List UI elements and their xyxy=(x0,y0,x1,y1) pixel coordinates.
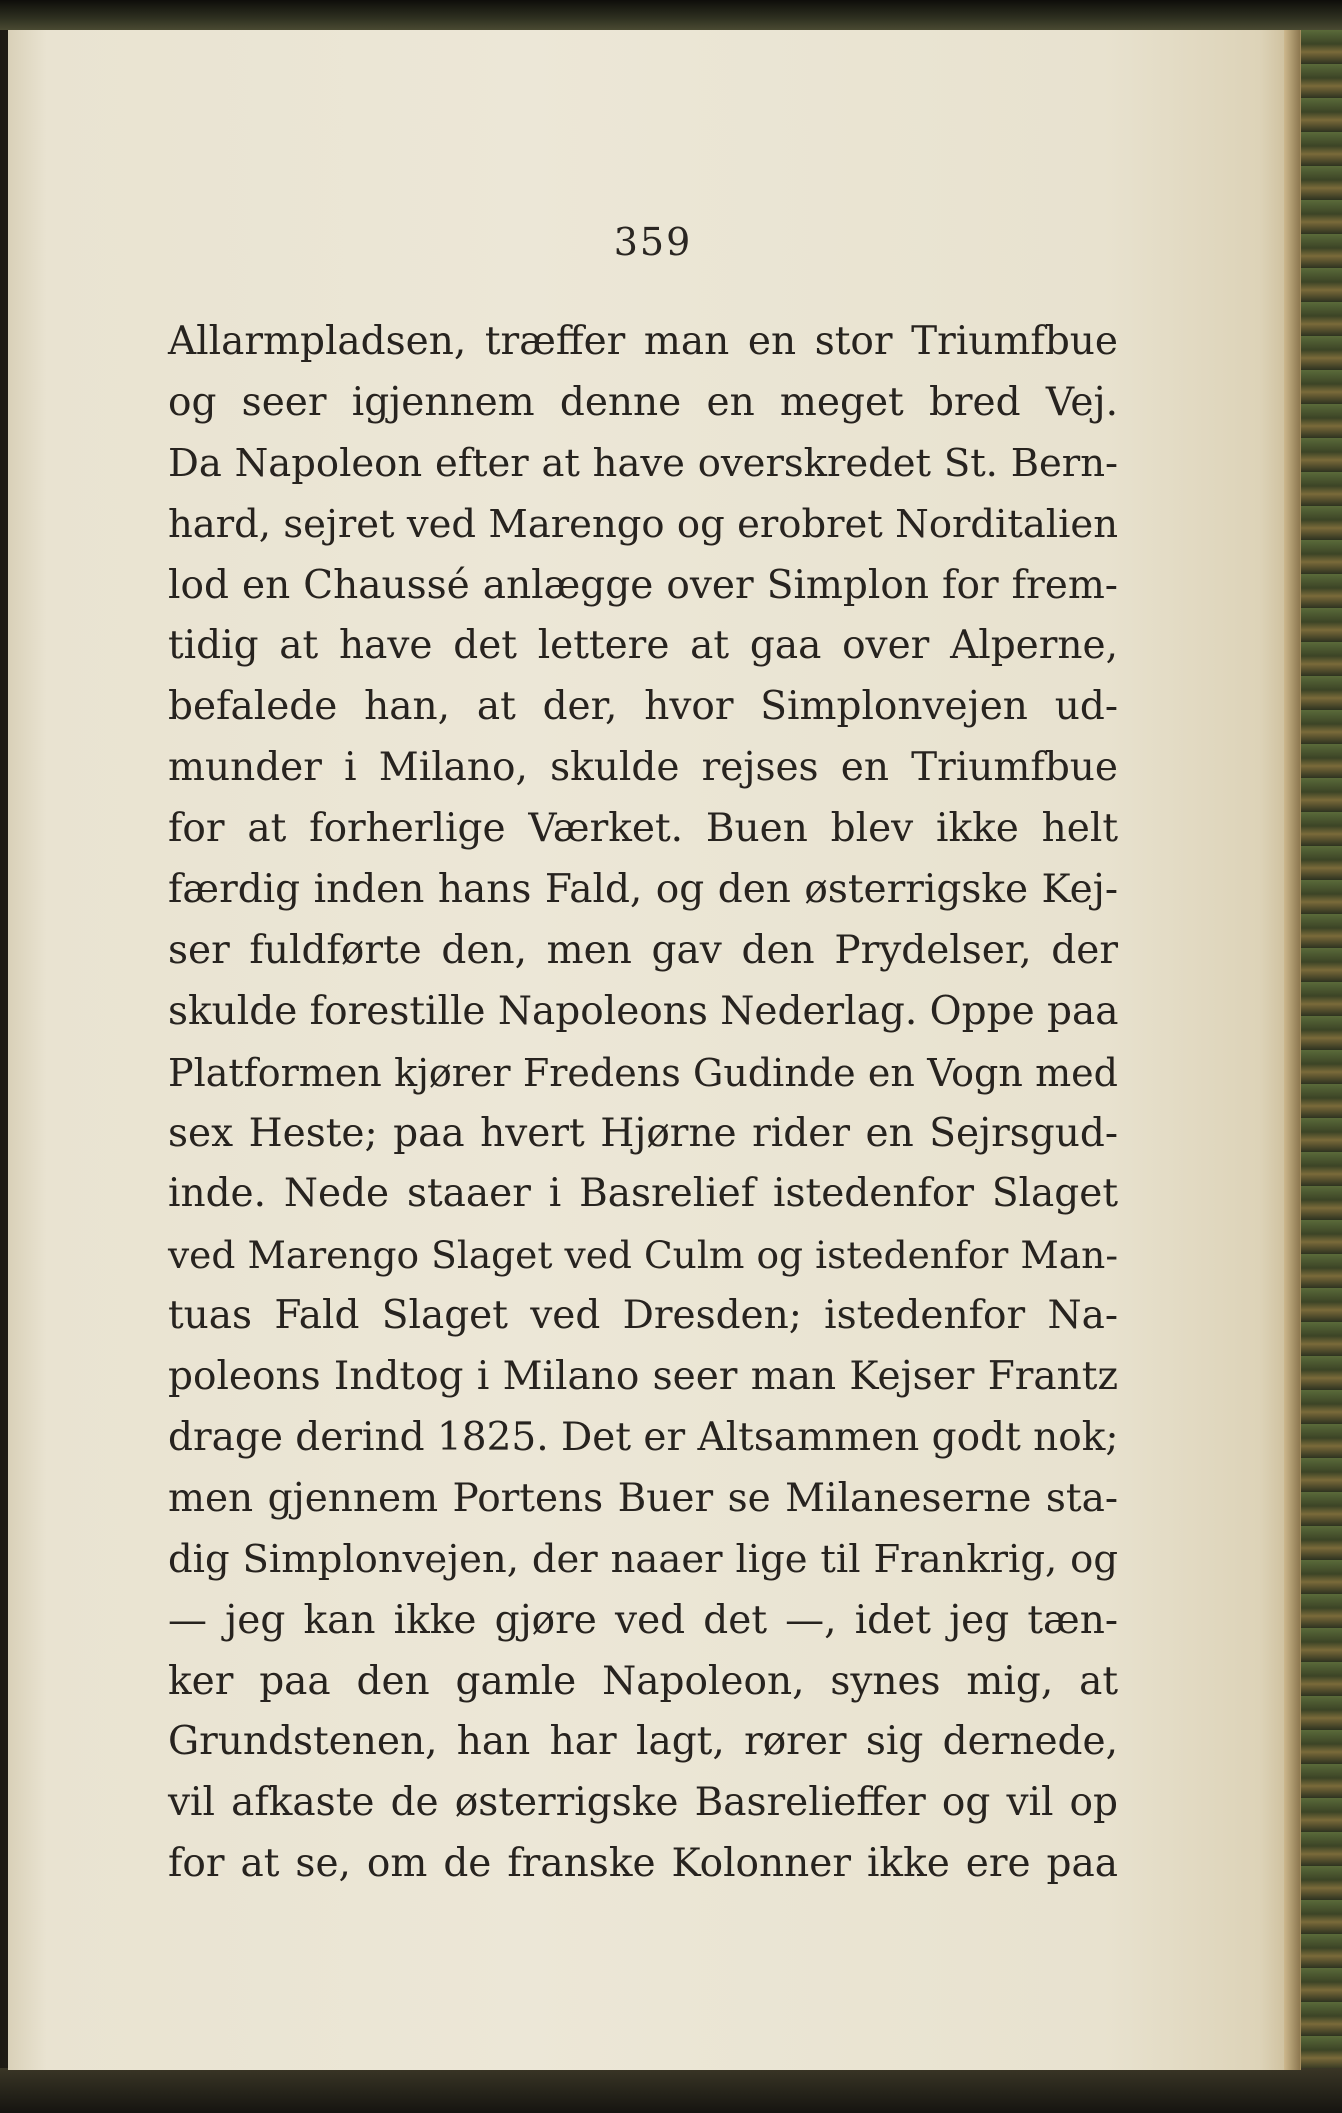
text-line: Platformen kjører Fredens Gudinde en Vogn med xyxy=(168,1050,1118,1095)
text-line: inde. Nede staaer i Basrelief istedenfor Slaget xyxy=(168,1171,1118,1217)
text-line: for at se, om de franske Kolonner ikke ere paa xyxy=(168,1841,1118,1887)
body-text xyxy=(168,312,1118,1895)
text-line: — jeg kan ikke gjøre ved det —, idet jeg tæn- xyxy=(168,1597,1118,1643)
text-line: hard, sejret ved Marengo og erobret Norditalien xyxy=(168,501,1118,547)
book-bottom-edge xyxy=(0,2068,1342,2113)
text-line: Da Napoleon efter at have overskredet St. Bern- xyxy=(168,440,1118,486)
text-line: sex Heste; paa hvert Hjørne rider en Sejrsgud- xyxy=(168,1110,1118,1156)
text-line: ser fuldførte den, men gav den Prydelser, der xyxy=(168,927,1118,973)
text-line: skulde forestille Napoleons Nederlag. Oppe paa xyxy=(168,988,1119,1034)
text-line: ved Marengo Slaget ved Culm og istedenfor Man- xyxy=(168,1233,1118,1278)
text-line: befalede han, at der, hvor Simplonvejen ud- xyxy=(168,684,1118,730)
text-line: og seer igjennem denne en meget bred Vej. xyxy=(168,379,1118,425)
text-line: dig Simplonvejen, der naaer lige til Frankrig, og xyxy=(168,1536,1118,1582)
page-edge xyxy=(1284,30,1300,2070)
text-line: vil afkaste de østerrigske Basrelieffer og vil op xyxy=(168,1780,1118,1826)
text-line: Allarmpladsen, træffer man en stor Triumfbue xyxy=(168,319,1118,364)
text-line: ker paa den gamle Napoleon, synes mig, at xyxy=(168,1658,1118,1704)
text-line: poleons Indtog i Milano seer man Kejser Frantz xyxy=(168,1354,1118,1400)
text-line: færdig inden hans Fald, og den østerrigske Kej- xyxy=(168,867,1118,913)
text-line: drage derind 1825. Det er Altsammen godt nok; xyxy=(168,1415,1119,1461)
book-top-edge xyxy=(0,0,1342,30)
text-line: tuas Fald Slaget ved Dresden; istedenfor Na- xyxy=(168,1293,1118,1339)
book-binding xyxy=(1300,30,1342,2070)
text-line: men gjennem Portens Buer se Milaneserne sta- xyxy=(168,1475,1118,1521)
text-line: Grundstenen, han har lagt, rører sig dernede, xyxy=(168,1719,1118,1765)
text-line: for at forherlige Værket. Buen blev ikke helt xyxy=(168,806,1118,852)
text-line: munder i Milano, skulde rejses en Triumfbue xyxy=(168,745,1118,791)
text-line: lod en Chaussé anlægge over Simplon for frem- xyxy=(168,562,1118,608)
book-page xyxy=(8,30,1301,2070)
text-line: tidig at have det lettere at gaa over Alperne, xyxy=(168,623,1118,669)
page-number: 359 xyxy=(613,220,693,264)
